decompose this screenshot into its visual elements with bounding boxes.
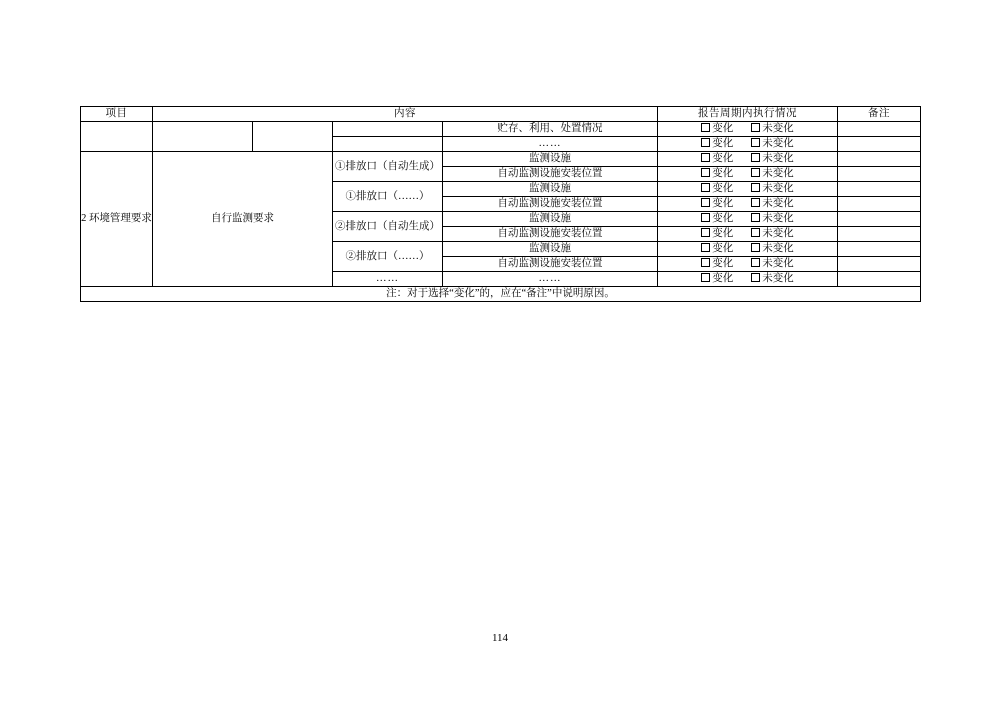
checkbox-box-icon[interactable]	[701, 213, 710, 222]
checkbox-changed[interactable]	[701, 212, 733, 225]
row-c4: 监测设施	[443, 182, 658, 197]
checkbox-changed-label: 变化	[712, 213, 734, 225]
checkbox-unchanged-label: 未变化	[762, 258, 794, 270]
row-c4: 监测设施	[443, 152, 658, 167]
checkbox-changed-label: 变化	[712, 153, 734, 165]
checkbox-unchanged-label: 未变化	[762, 273, 794, 285]
checkbox-box-icon[interactable]	[701, 198, 710, 207]
checkbox-unchanged[interactable]	[751, 152, 794, 165]
row-c3: ①排放口（自动生成）	[333, 152, 443, 182]
remark-cell[interactable]	[838, 227, 921, 242]
checkbox-unchanged[interactable]	[751, 227, 794, 240]
checkbox-changed[interactable]	[701, 182, 733, 195]
checkbox-unchanged[interactable]	[751, 197, 794, 210]
checkbox-box-icon[interactable]	[751, 183, 760, 192]
remark-cell[interactable]	[838, 152, 921, 167]
row-c2-blank-top	[253, 122, 333, 152]
checkbox-unchanged[interactable]	[751, 182, 794, 195]
checkbox-box-icon[interactable]	[751, 243, 760, 252]
execution-checkboxes[interactable]	[658, 257, 838, 272]
checkbox-unchanged[interactable]	[751, 242, 794, 255]
checkbox-unchanged[interactable]	[751, 167, 794, 180]
checkbox-changed-label: 变化	[712, 123, 734, 135]
row-c3: ②排放口（自动生成）	[333, 212, 443, 242]
remark-cell[interactable]	[838, 182, 921, 197]
row-c4: 自动监测设施安装位置	[443, 167, 658, 182]
row-c3	[333, 137, 443, 152]
row-c4: 监测设施	[443, 212, 658, 227]
checkbox-unchanged-label: 未变化	[762, 168, 794, 180]
checkbox-unchanged-label: 未变化	[762, 228, 794, 240]
checkbox-box-icon[interactable]	[701, 183, 710, 192]
table-note: 注：对于选择“变化”的，应在“备注”中说明原因。	[81, 287, 921, 302]
checkbox-changed[interactable]	[701, 227, 733, 240]
execution-checkboxes[interactable]	[658, 197, 838, 212]
remark-cell[interactable]	[838, 242, 921, 257]
execution-checkboxes[interactable]	[658, 152, 838, 167]
checkbox-unchanged-label: 未变化	[762, 213, 794, 225]
checkbox-box-icon[interactable]	[751, 168, 760, 177]
checkbox-changed[interactable]	[701, 257, 733, 270]
row-c3: ②排放口（……）	[333, 242, 443, 272]
checkbox-box-icon[interactable]	[751, 123, 760, 132]
remark-cell[interactable]	[838, 212, 921, 227]
environment-management-table	[80, 106, 921, 302]
row-c4: 自动监测设施安装位置	[443, 257, 658, 272]
table-header-row	[81, 107, 921, 122]
checkbox-unchanged-label: 未变化	[762, 183, 794, 195]
row-c1-blank-top	[153, 122, 253, 152]
checkbox-box-icon[interactable]	[701, 258, 710, 267]
checkbox-changed[interactable]	[701, 197, 733, 210]
category-label-cell: 自行监测要求	[153, 152, 333, 287]
remark-cell[interactable]	[838, 167, 921, 182]
remark-cell[interactable]	[838, 197, 921, 212]
checkbox-box-icon[interactable]	[751, 213, 760, 222]
row-c3: ……	[333, 272, 443, 287]
execution-checkboxes[interactable]	[658, 242, 838, 257]
row-c4: ……	[443, 137, 658, 152]
checkbox-box-icon[interactable]	[751, 273, 760, 282]
checkbox-box-icon[interactable]	[751, 138, 760, 147]
checkbox-changed[interactable]	[701, 137, 733, 150]
checkbox-unchanged-label: 未变化	[762, 243, 794, 255]
checkbox-changed[interactable]	[701, 272, 733, 285]
checkbox-changed-label: 变化	[712, 273, 734, 285]
checkbox-unchanged[interactable]	[751, 257, 794, 270]
checkbox-changed-label: 变化	[712, 243, 734, 255]
execution-checkboxes[interactable]	[658, 182, 838, 197]
checkbox-box-icon[interactable]	[701, 123, 710, 132]
checkbox-box-icon[interactable]	[701, 243, 710, 252]
execution-checkboxes[interactable]	[658, 227, 838, 242]
checkbox-box-icon[interactable]	[751, 198, 760, 207]
checkbox-box-icon[interactable]	[701, 228, 710, 237]
checkbox-changed[interactable]	[701, 152, 733, 165]
checkbox-changed-label: 变化	[712, 258, 734, 270]
checkbox-unchanged-label: 未变化	[762, 138, 794, 150]
checkbox-unchanged[interactable]	[751, 122, 794, 135]
header-item: 项目	[81, 107, 153, 122]
checkbox-unchanged[interactable]	[751, 212, 794, 225]
row-c4: ……	[443, 272, 658, 287]
row-c4: 贮存、利用、处置情况	[443, 122, 658, 137]
checkbox-unchanged-label: 未变化	[762, 198, 794, 210]
table-note-row	[81, 287, 921, 302]
checkbox-unchanged-label: 未变化	[762, 153, 794, 165]
row-c4: 自动监测设施安装位置	[443, 197, 658, 212]
checkbox-box-icon[interactable]	[751, 228, 760, 237]
checkbox-changed-label: 变化	[712, 168, 734, 180]
header-execution: 报告周期内执行情况	[658, 107, 838, 122]
row-c4: 自动监测设施安装位置	[443, 227, 658, 242]
execution-checkboxes[interactable]	[658, 272, 838, 287]
header-content: 内容	[153, 107, 658, 122]
checkbox-box-icon[interactable]	[751, 258, 760, 267]
item-label-cell: 2 环境管理要求	[81, 152, 153, 287]
row-c4: 监测设施	[443, 242, 658, 257]
checkbox-changed-label: 变化	[712, 228, 734, 240]
execution-checkboxes[interactable]	[658, 122, 838, 137]
checkbox-box-icon[interactable]	[701, 273, 710, 282]
checkbox-unchanged[interactable]	[751, 272, 794, 285]
checkbox-changed-label: 变化	[712, 198, 734, 210]
execution-checkboxes[interactable]	[658, 167, 838, 182]
table-row	[81, 152, 921, 167]
remark-cell[interactable]	[838, 257, 921, 272]
checkbox-changed-label: 变化	[712, 183, 734, 195]
checkbox-changed-label: 变化	[712, 138, 734, 150]
checkbox-unchanged[interactable]	[751, 137, 794, 150]
row-c3	[333, 122, 443, 137]
table-row	[81, 122, 921, 137]
report-table-container	[80, 106, 920, 302]
row-c3: ①排放口（……）	[333, 182, 443, 212]
checkbox-box-icon[interactable]	[701, 168, 710, 177]
execution-checkboxes[interactable]	[658, 212, 838, 227]
remark-cell[interactable]	[838, 122, 921, 137]
remark-cell[interactable]	[838, 272, 921, 287]
checkbox-unchanged-label: 未变化	[762, 123, 794, 135]
execution-checkboxes[interactable]	[658, 137, 838, 152]
remark-cell[interactable]	[838, 137, 921, 152]
checkbox-changed[interactable]	[701, 242, 733, 255]
checkbox-changed[interactable]	[701, 167, 733, 180]
page-number: 114	[491, 632, 509, 644]
header-remark: 备注	[838, 107, 921, 122]
row-item-blank-top	[81, 122, 153, 152]
checkbox-box-icon[interactable]	[701, 138, 710, 147]
checkbox-changed[interactable]	[701, 122, 733, 135]
checkbox-box-icon[interactable]	[701, 153, 710, 162]
checkbox-box-icon[interactable]	[751, 153, 760, 162]
